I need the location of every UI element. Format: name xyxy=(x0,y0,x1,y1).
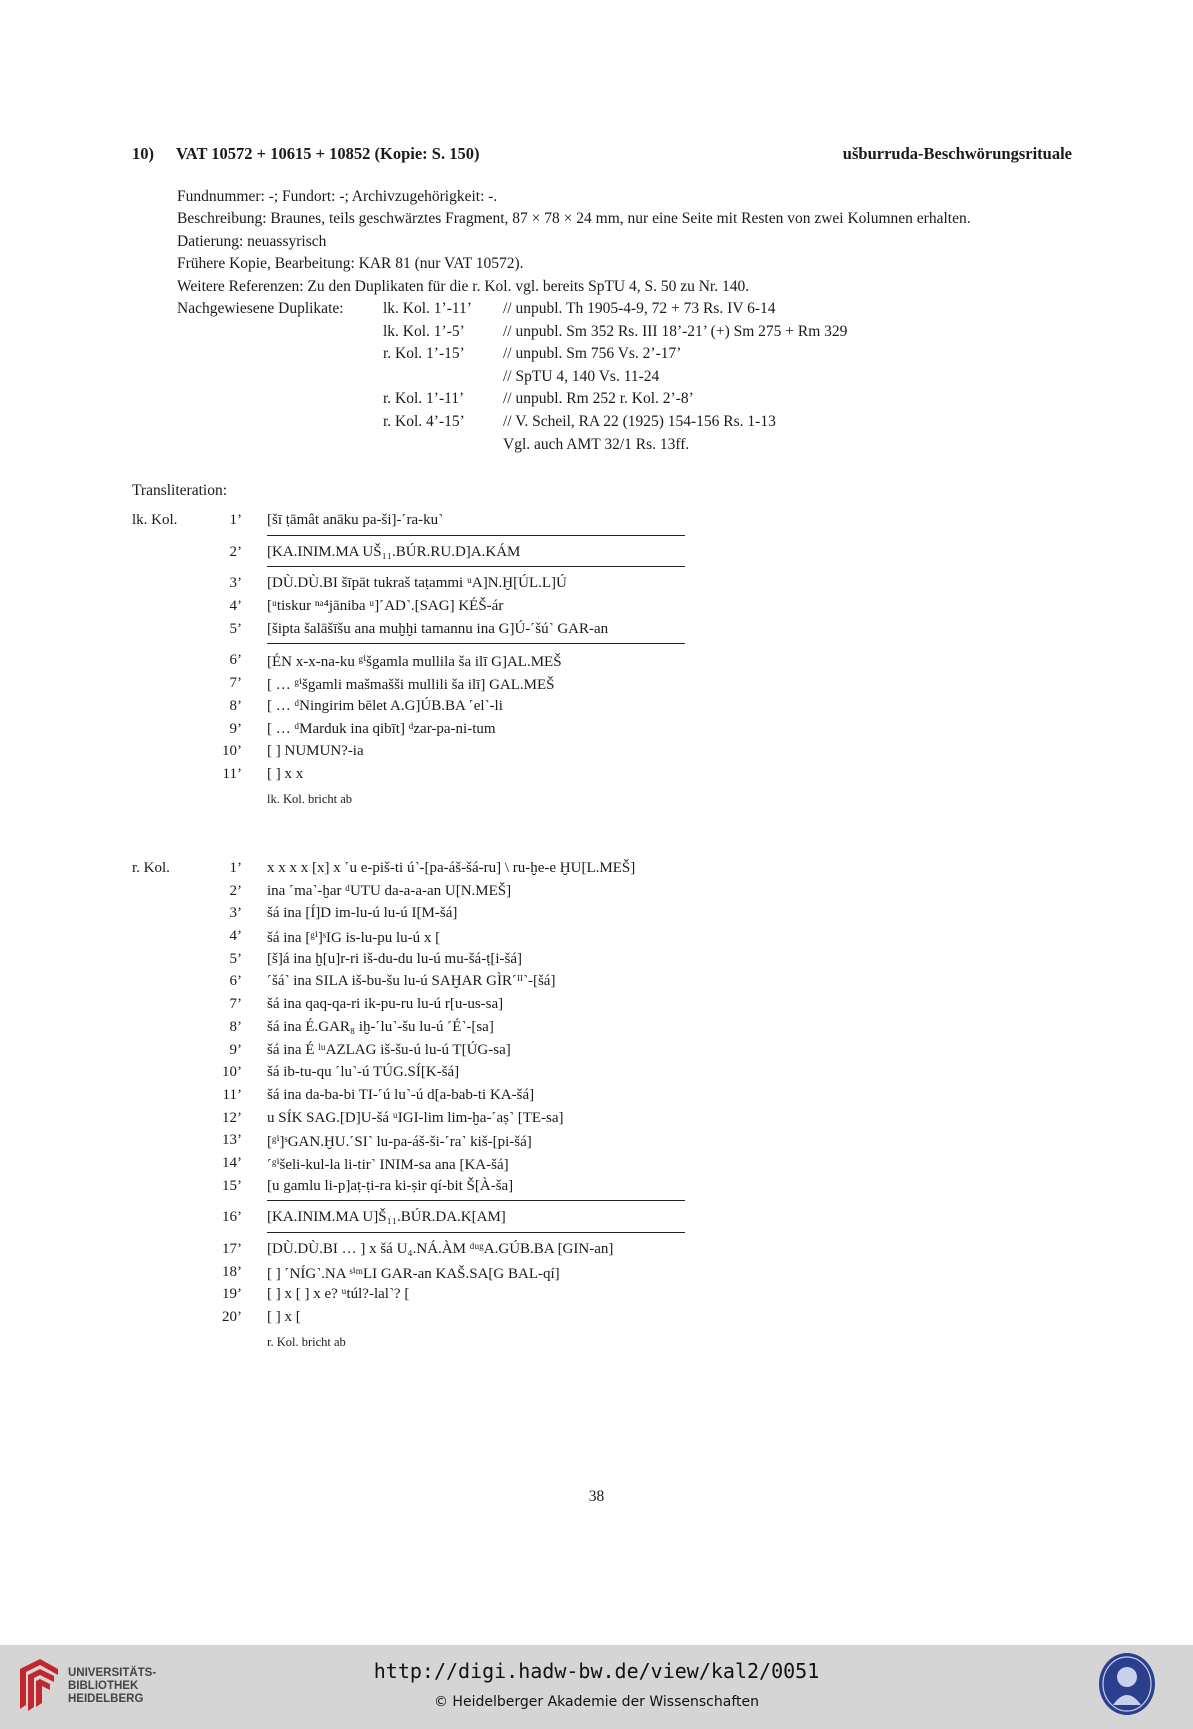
line-text: [ ] NUMUN?-ia xyxy=(267,743,364,760)
transliteration-line xyxy=(132,675,832,698)
transliteration-line xyxy=(132,905,832,928)
line-text: [šipta šalāšīšu ana muḫḫi tamannu ina G]Ú-˹šú˺ GAR-an xyxy=(267,620,609,637)
library-name: UNIVERSITÄTS- BIBLIOTHEK HEIDELBERG xyxy=(68,1667,157,1705)
permalink-url[interactable]: http://digi.hadw-bw.de/view/kal2/0051 xyxy=(373,1659,820,1683)
divider-gap xyxy=(132,536,832,544)
line-text: šá ina qaq-qa-ri ik-pu-ru lu-ú r[u-us-sa] xyxy=(267,996,504,1013)
line-number: 16’ xyxy=(222,1209,242,1226)
transliteration-line xyxy=(132,698,832,721)
transliteration-line xyxy=(132,928,832,951)
line-number: 17’ xyxy=(222,1241,242,1257)
line-text: [ ] x [ xyxy=(267,1309,301,1326)
line-text: [ ] x x xyxy=(267,765,304,782)
line-number: 10’ xyxy=(222,1064,242,1081)
line-number: 5’ xyxy=(229,950,242,967)
line-number: 19’ xyxy=(222,1286,242,1303)
line-number: 6’ xyxy=(229,973,242,990)
left-column-transliteration xyxy=(132,512,832,809)
footer-bar xyxy=(0,1645,1193,1729)
metadata-block xyxy=(177,186,1087,298)
entry-number: 10) xyxy=(132,144,154,163)
line-text: [DÙ.DÙ.BI … ] x šá U₄.NÁ.ÀM ᵈᵘᵍA.GÚB.BA [GIN-an] xyxy=(267,1241,614,1257)
line-text: ina ˹ma˺-ḫar ᵈUTU da-a-a-an U[N.MEŠ] xyxy=(267,882,512,899)
duplicate-column: lk. Kol. 1’-11’ xyxy=(383,300,472,317)
line-text: [š]á ina ḫ[u]r-ri iš-du-du lu-ú mu-šá-ṭ[i-šá] xyxy=(267,950,523,967)
transliteration-line xyxy=(132,743,832,766)
line-number: 2’ xyxy=(229,543,242,560)
line-text: šá ina [Í]D im-lu-ú lu-ú I[M-šá] xyxy=(267,905,458,922)
line-text: šá ina É ˡᵘAZLAG iš-šu-ú lu-ú T[ÚG-sa] xyxy=(267,1041,511,1058)
transliteration-line xyxy=(132,996,832,1019)
transliteration-line xyxy=(132,721,832,744)
transliteration-line xyxy=(132,1209,832,1232)
transliteration-line xyxy=(132,544,832,567)
duplicate-reference: // unpubl. Sm 756 Vs. 2’-17’ xyxy=(503,345,682,363)
duplicate-column: lk. Kol. 1’-5’ xyxy=(383,322,465,340)
duplicates-label: Nachgewiesene Duplikate: xyxy=(177,300,344,317)
duplicate-reference: Vgl. auch AMT 32/1 Rs. 13ff. xyxy=(503,435,690,453)
copyright-notice: © Heidelberger Akademie der Wissenschaften xyxy=(433,1694,759,1710)
line-text: ˹šá˺ ina SILA iš-bu-šu lu-ú SAḪAR GÌR˹ᴵᴵ˺-[šá] xyxy=(267,973,556,990)
line-number: 12’ xyxy=(222,1109,242,1126)
line-text: šá ina [ᵍⁱ]ˢIG is-lu-pu lu-ú x [ xyxy=(267,930,441,947)
duplicate-reference: // unpubl. Rm 252 r. Kol. 2’-8’ xyxy=(503,390,694,408)
line-text: [ÉN x-x-na-ku ᵍⁱšgamla mullila ša ilī G]AL.MEŠ xyxy=(267,654,562,671)
line-number: 11’ xyxy=(222,1086,242,1103)
transliteration-line xyxy=(132,575,832,598)
column-break-note: r. Kol. bricht ab xyxy=(267,1334,346,1349)
duplicate-column: r. Kol. 1’-11’ xyxy=(383,390,465,408)
entry-genre: ušburruda-Beschwörungsrituale xyxy=(842,144,1072,163)
transliteration-line xyxy=(132,1241,832,1264)
transliteration-line xyxy=(132,973,832,996)
line-number: 7’ xyxy=(229,675,242,692)
transliteration-line xyxy=(132,1286,832,1309)
line-number: 3’ xyxy=(229,575,242,592)
line-number: 20’ xyxy=(222,1309,242,1326)
transliteration-line xyxy=(132,512,832,535)
line-text: [ ] ˹NÍG˺.NA ˢⁱᵐLI GAR-an KAŠ.SA[G BAL-qí] xyxy=(267,1265,560,1282)
duplicate-reference: // SpTU 4, 140 Vs. 11-24 xyxy=(503,367,660,385)
line-number: 5’ xyxy=(229,620,242,637)
column-label: lk. Kol. xyxy=(132,512,178,528)
line-text: šá ina É.GAR₈ iḫ-˹lu˺-šu lu-ú ˹É˺-[sa] xyxy=(267,1018,494,1035)
line-number: 9’ xyxy=(229,1041,242,1058)
line-number: 18’ xyxy=(222,1263,242,1280)
line-text: u SÍK SAG.[D]U-šá ᵘIGI-lim lim-ḫa-˹aṣ˺ [TE-sa] xyxy=(267,1109,564,1126)
transliteration-line xyxy=(132,1264,832,1287)
entry-title: VAT 10572 + 10615 + 10852 (Kopie: S. 150) xyxy=(176,144,480,163)
transliteration-line xyxy=(132,598,832,621)
transliteration-line xyxy=(132,1064,832,1087)
meta-line: Frühere Kopie, Bearbeitung: KAR 81 (nur VAT 10572). xyxy=(177,255,524,273)
transliteration-line xyxy=(132,883,832,906)
line-text: šá ib-tu-qu ˹lu˺-ú TÚG.SÍ[K-šá] xyxy=(267,1064,460,1081)
line-text: [KA.INIM.MA UŠ₁₁.BÚR.RU.D]A.KÁM xyxy=(267,543,521,560)
transliteration-line xyxy=(132,1155,832,1178)
line-text: [ … ᵈMarduk ina qibīt] ᵈzar-pa-ni-tum xyxy=(267,720,496,737)
transliteration-line xyxy=(132,1309,832,1332)
transliteration-line xyxy=(132,1087,832,1110)
right-column-transliteration xyxy=(132,860,832,1352)
line-number: 9’ xyxy=(229,720,242,737)
line-number: 8’ xyxy=(229,1018,242,1035)
line-number: 1’ xyxy=(229,860,242,876)
line-number: 8’ xyxy=(229,697,242,714)
duplicate-reference: // unpubl. Sm 352 Rs. III 18’-21’ (+) Sm 275 + Rm 329 xyxy=(503,322,848,340)
line-number: 13’ xyxy=(222,1132,242,1149)
line-number: 6’ xyxy=(229,652,242,669)
line-text: [ᵍⁱ]ˢGAN.ḪU.˹SI˺ lu-pa-áš-ši-˹ra˺ kiš-[pi-šá] xyxy=(267,1134,532,1151)
line-text: [ ] x [ ] x e? ᵘtúl?-lal˺? [ xyxy=(267,1286,410,1303)
transliteration-line xyxy=(132,951,832,974)
line-number: 7’ xyxy=(229,996,242,1013)
line-number: 10’ xyxy=(222,743,242,760)
line-text: [u gamlu li-p]aṭ-ṭi-ra ki-ṣir qí-bit Š[À-ša] xyxy=(267,1177,514,1194)
line-text: [ᵘtiskur ⁿᵃ⁴jāniba ᵘ]˹AD˺.[SAG] KÉŠ-ár xyxy=(267,598,504,615)
meta-line: Beschreibung: Braunes, teils geschwärztes Fragment, 87 × 78 × 24 mm, nur eine Seite mit Resten von zwei Kolumnen erhalten. xyxy=(177,210,971,228)
line-number: 4’ xyxy=(229,598,242,615)
line-text: [šī ṭāmât anāku pa-ši]-˹ra-ku˺ xyxy=(267,512,444,528)
duplicate-reference: // V. Scheil, RA 22 (1925) 154-156 Rs. 1-13 xyxy=(503,412,776,430)
duplicate-column: r. Kol. 1’-15’ xyxy=(383,345,465,363)
line-text: [DÙ.DÙ.BI šīpāt tukraš taṭammi ᵘA]N.Ḫ[ÚL.L]Ú xyxy=(267,575,567,592)
transliteration-line xyxy=(132,652,832,675)
transliteration-line xyxy=(132,1019,832,1042)
page-number: 38 xyxy=(588,1488,605,1505)
transliteration-line xyxy=(132,1132,832,1155)
line-number: 15’ xyxy=(222,1177,242,1194)
column-break-note: lk. Kol. bricht ab xyxy=(267,791,353,806)
line-text: [KA.INIM.MA U]Š₁₁.BÚR.DA.K[AM] xyxy=(267,1209,506,1226)
line-text: [ … ᵈNingirim bēlet A.G]ÚB.BA ˹el˺-li xyxy=(267,697,503,714)
transliteration-line xyxy=(132,1042,832,1065)
line-number: 2’ xyxy=(229,882,242,899)
line-number: 14’ xyxy=(222,1154,242,1171)
line-text: [ … ᵍⁱšgamli mašmašši mullili ša ilī] GAL.MEŠ xyxy=(267,677,555,694)
transliteration-heading: Transliteration: xyxy=(132,482,228,499)
divider-gap xyxy=(132,644,832,652)
duplicate-reference: // unpubl. Th 1905-4-9, 72 + 73 Rs. IV 6-14 xyxy=(503,300,776,317)
line-number: 3’ xyxy=(229,905,242,922)
line-number: 11’ xyxy=(222,765,242,782)
meta-line: Fundnummer: -; Fundort: -; Archivzugehörigkeit: -. xyxy=(177,188,498,205)
line-number: 4’ xyxy=(229,928,242,945)
line-text: x x x x [x] x ˹u e-piš-ti ú˺-[pa-áš-šá-ru] \ ru-ḫe-e ḪU[L.MEŠ] xyxy=(267,860,636,876)
academy-seal-icon xyxy=(1097,1651,1157,1717)
transliteration-line xyxy=(132,766,832,789)
meta-line: Weitere Referenzen: Zu den Duplikaten für die r. Kol. vgl. bereits SpTU 4, S. 50 zu Nr. 140. xyxy=(177,277,750,295)
meta-line: Datierung: neuassyrisch xyxy=(177,232,327,250)
transliteration-line xyxy=(132,860,832,883)
line-number: 1’ xyxy=(229,512,242,528)
transliteration-line xyxy=(132,1110,832,1133)
duplicate-column: r. Kol. 4’-15’ xyxy=(383,412,465,430)
transliteration-line xyxy=(132,621,832,644)
column-label: r. Kol. xyxy=(132,860,170,876)
line-text: ˹ᵍⁱšeli-kul-la li-tir˺ INIM-sa ana [KA-šá] xyxy=(267,1156,509,1173)
transliteration-line xyxy=(132,1178,832,1201)
line-text: šá ina da-ba-bi TI-˹ú lu˺-ú d[a-bab-ti KA-šá] xyxy=(267,1086,535,1103)
divider-gap xyxy=(132,1233,832,1241)
